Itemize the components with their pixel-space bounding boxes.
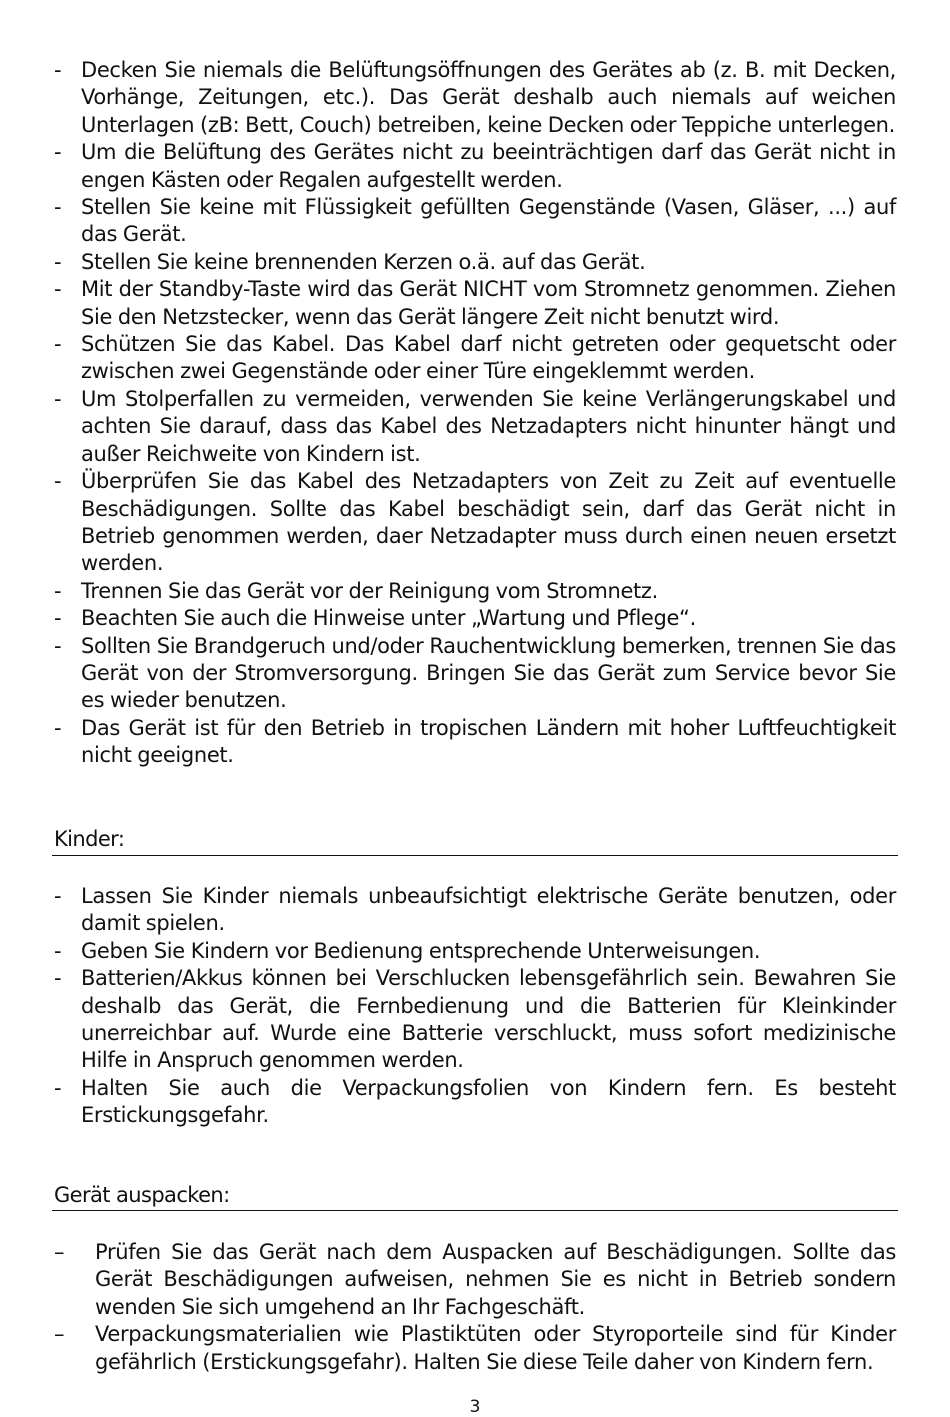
list-item xyxy=(54,468,896,578)
list-item-text: Halten Sie auch die Verpackungsfolien von Kindern fern. Es besteht Erstickungsgefahr. xyxy=(81,1075,896,1128)
list-item-text: Decken Sie niemals die Belüftungsöffnungen des Gerätes ab (z. B. mit Decken, Vorhänge, Zeitungen, etc.). Das Gerät deshalb auch niemals auf weichen Unterlagen (zB: Bett, Couch) betreiben, keine Decken oder Teppiche unterlegen. xyxy=(81,58,896,137)
list-item-text: Geben Sie Kindern vor Bedienung entsprechende Unterweisungen. xyxy=(81,938,761,963)
bullet: - xyxy=(54,966,62,991)
list-item-text: Mit der Standby-Taste wird das Gerät NICHT vom Stromnetz genommen. Ziehen Sie den Netzstecker, wenn das Gerät längere Zeit nicht benutzt wird. xyxy=(81,277,896,329)
list-item-text: Batterien/Akkus können bei Verschlucken lebensgefährlich sein. Bewahren Sie deshalb das Gerät, die Fernbedienung und die Batterien für Kleinkinder unerreichbar auf. Wurde eine Batterie verschluckt, muss sofort medizinische Hilfe in Anspruch genommen werden. xyxy=(81,966,896,1073)
bullet: - xyxy=(54,606,62,631)
bullet: - xyxy=(54,277,62,302)
list-item xyxy=(54,1321,896,1376)
list-item-text: Um Stolperfallen zu vermeiden, verwenden Sie keine Verlängerungskabel und achten Sie darauf, dass das Kabel des Netzadapters nicht hinunter hängt und außer Reichweite von Kindern ist. xyxy=(81,386,896,466)
list-item-text: Verpackungsmaterialien wie Plastiktüten oder Styroporteile sind für Kinder gefährlich (Erstickungsgefahr). Halten Sie diese Teile daher von Kindern fern. xyxy=(95,1322,896,1374)
safety-list-auspacken xyxy=(54,1239,896,1376)
list-item-text: Überprüfen Sie das Kabel des Netzadapters von Zeit zu Zeit auf eventuelle Beschädigungen. Sollte das Kabel beschädigt sein, darf das Gerät nicht in Betrieb genommen werden, daer Netzadapter muss durch einen neuen ersetzt werden. xyxy=(81,469,896,576)
bullet: - xyxy=(54,195,62,220)
list-item xyxy=(54,57,896,139)
page-number: 3 xyxy=(469,1397,481,1417)
bullet: - xyxy=(54,578,62,603)
heading-underline xyxy=(52,855,898,856)
bullet: – xyxy=(54,1240,65,1264)
list-item xyxy=(54,386,896,468)
list-item-text: Stellen Sie keine mit Flüssigkeit gefüllten Gegenstände (Vasen, Gläser, ...) auf das Gerät. xyxy=(81,195,896,247)
bullet: – xyxy=(54,1322,65,1347)
bullet: - xyxy=(54,140,62,165)
bullet: - xyxy=(54,884,62,908)
section-heading-auspacken: Gerät auspacken: xyxy=(54,1183,230,1207)
list-item-text: Prüfen Sie das Gerät nach dem Auspacken auf Beschädigungen. Sollte das Gerät Beschädigungen aufweisen, nehmen Sie es nicht in Betrieb sondern wenden Sie sich umgehend an Ihr Fachgeschäft. xyxy=(95,1240,896,1319)
list-item-text: Lassen Sie Kinder niemals unbeaufsichtigt elektrische Geräte benutzen, oder damit spielen. xyxy=(81,884,896,936)
bullet: - xyxy=(54,386,62,411)
bullet: - xyxy=(54,633,62,658)
bullet: - xyxy=(54,332,62,357)
safety-list-general xyxy=(54,57,896,770)
safety-list-kinder xyxy=(54,883,896,1130)
list-item xyxy=(54,249,896,276)
list-item-text: Das Gerät ist für den Betrieb in tropischen Ländern mit hoher Luftfeuchtigkeit nicht geeignet. xyxy=(81,715,896,768)
bullet: - xyxy=(54,938,62,963)
list-item xyxy=(54,965,896,1075)
list-item xyxy=(54,331,896,386)
list-item xyxy=(54,578,896,605)
bullet: - xyxy=(54,249,62,274)
list-item xyxy=(54,276,896,331)
bullet: - xyxy=(54,715,62,740)
list-item xyxy=(54,605,896,632)
list-item-text: Schützen Sie das Kabel. Das Kabel darf nicht getreten oder gequetscht oder zwischen zwei Gegenstände oder einer Türe eingeklemmt werden. xyxy=(81,332,896,384)
list-item-text: Um die Belüftung des Gerätes nicht zu beeinträchtigen darf das Gerät nicht in engen Kästen oder Regalen aufgestellt werden. xyxy=(81,140,896,192)
heading-underline xyxy=(52,1210,898,1211)
list-item xyxy=(54,194,896,249)
list-item-text: Sollten Sie Brandgeruch und/oder Rauchentwicklung bemerken, trennen Sie das Gerät von der Stromversorgung. Bringen Sie das Gerät zum Service bevor Sie es wieder benutzen. xyxy=(81,633,896,713)
list-item xyxy=(54,139,896,194)
list-item-text: Beachten Sie auch die Hinweise unter „Wartung und Pflege“. xyxy=(81,606,696,631)
list-item xyxy=(54,938,896,965)
section-heading-kinder: Kinder: xyxy=(54,827,125,851)
list-item xyxy=(54,883,896,938)
list-item xyxy=(54,1075,896,1130)
list-item xyxy=(54,715,896,770)
list-item xyxy=(54,1239,896,1321)
bullet: - xyxy=(54,469,62,494)
list-item-text: Trennen Sie das Gerät vor der Reinigung vom Stromnetz. xyxy=(81,578,658,603)
list-item-text: Stellen Sie keine brennenden Kerzen o.ä. auf das Gerät. xyxy=(81,249,646,274)
list-item xyxy=(54,633,896,715)
bullet: - xyxy=(54,58,62,82)
bullet: - xyxy=(54,1075,62,1100)
